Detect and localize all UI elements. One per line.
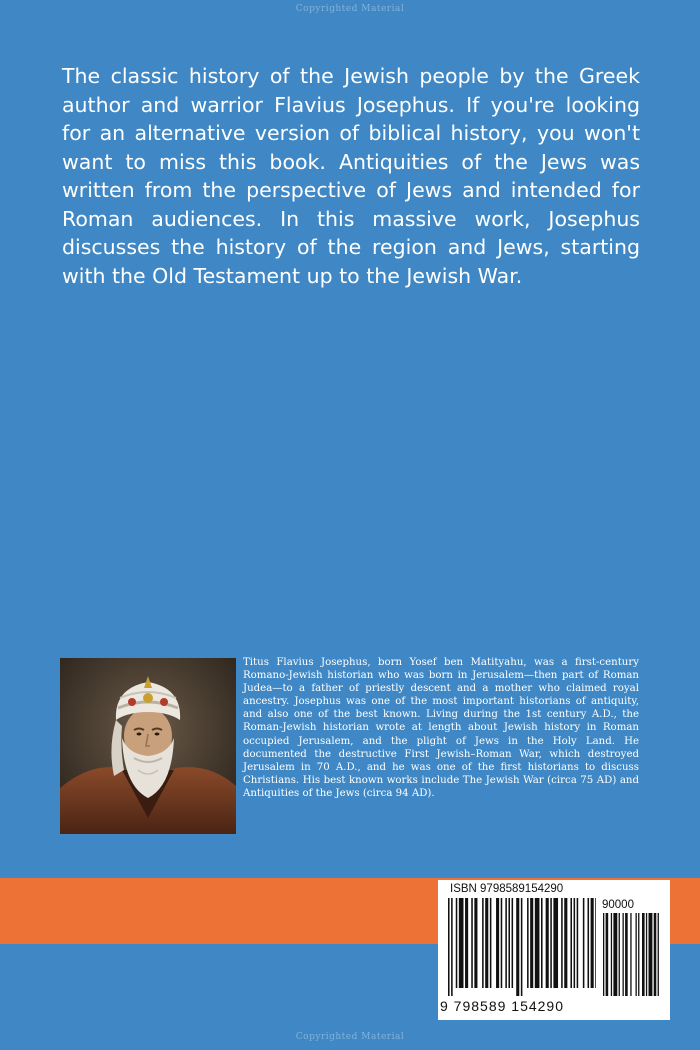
watermark-top: Copyrighted Material xyxy=(295,4,405,14)
isbn-barcode xyxy=(448,898,596,996)
barcode-digits: 9 798589 154290 xyxy=(440,998,564,1014)
isbn-barcode-box xyxy=(438,880,670,1020)
price-code: 90000 xyxy=(602,899,634,911)
price-barcode xyxy=(603,913,661,996)
book-description: The classic history of the Jewish people by the Greek author and warrior Flavius Josephus. If you're looking for an alternative version of biblical history, you won't want to miss this book. Antiquities of the Jews was written from the perspective of Jews and intended for Roman audiences. In this massive work, Josephus discusses the history of the region and Jews, starting with the Old Testament up to the Jewish War. xyxy=(62,64,640,288)
watermark-bottom: Copyrighted Material xyxy=(295,1032,405,1042)
author-biography: Titus Flavius Josephus, born Yosef ben Matityahu, was a first-century Romano-Jewish historian who was born in Jerusalem—then part of Roman Judea—to a father of priestly descent and a mother who claimed royal ancestry. Josephus was one of the most important historians of antiquity, and also one of the best known. Living during the 1st century A.D., the Roman-Jewish historian wrote at length about Jewish history in Roman occupied Jerusalem, and the plight of Jews in the Holy Land. He documented the destructive First Jewish–Roman War, which destroyed Jerusalem in 70 A.D., and he was one of the first historians to discuss Christians. His best known works include The Jewish War (circa 75 AD) and Antiquities of the Jews (circa 94 AD). xyxy=(243,657,639,799)
isbn-label: ISBN 9798589154290 xyxy=(450,883,564,895)
author-portrait-image xyxy=(60,658,236,834)
